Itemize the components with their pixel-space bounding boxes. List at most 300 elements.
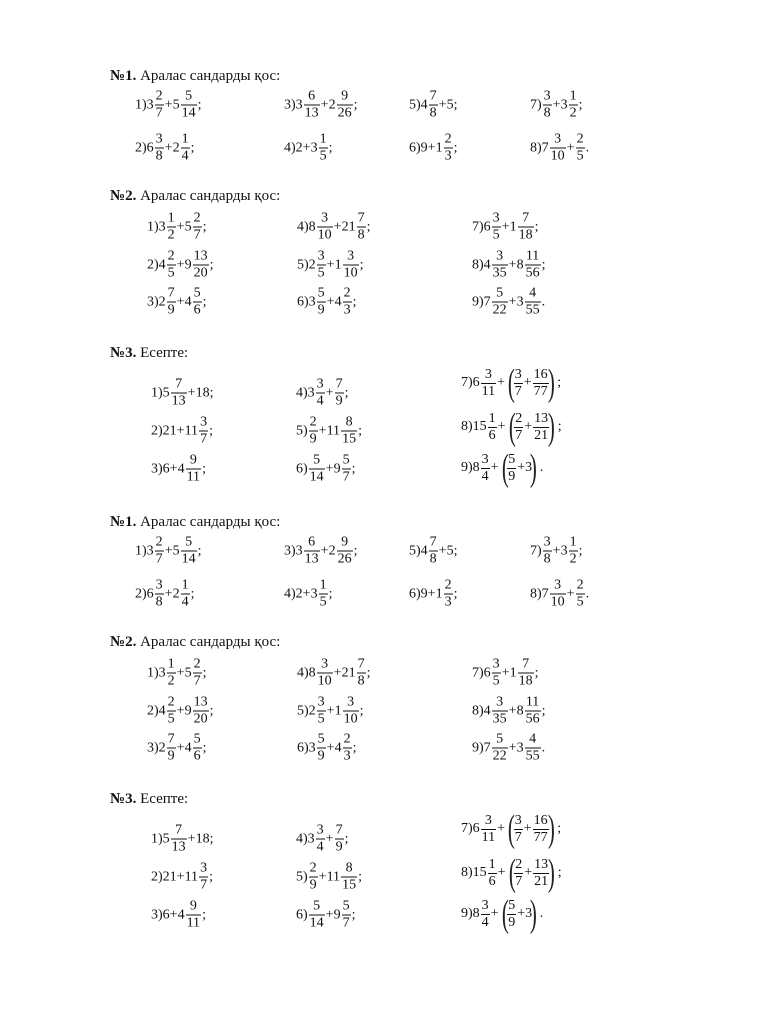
expression-text: + xyxy=(523,375,532,390)
fraction-denominator: 9 xyxy=(167,302,175,318)
fraction-numerator: 2 xyxy=(193,210,201,226)
fraction xyxy=(309,416,318,447)
problem-label: 6) xyxy=(296,461,308,476)
left-paren: ( xyxy=(501,893,509,935)
fraction-denominator: 3 xyxy=(343,302,351,318)
fraction xyxy=(155,133,164,164)
fraction-numerator: 4 xyxy=(529,285,537,301)
fraction-numerator: 5 xyxy=(342,452,350,468)
fraction-numerator: 3 xyxy=(514,812,522,828)
exercise-instruction: Аралас сандарды қос: xyxy=(136,188,281,204)
fraction-denominator: 13 xyxy=(171,393,186,409)
fraction-numerator: 13 xyxy=(534,410,549,426)
fraction-denominator: 13 xyxy=(304,105,319,121)
fraction xyxy=(533,858,549,889)
problem-label: 5) xyxy=(297,703,309,718)
fraction-numerator: 1 xyxy=(167,210,175,226)
problem-label: 8) xyxy=(530,586,542,601)
expression-text: ; xyxy=(209,703,214,718)
fraction-numerator: 2 xyxy=(343,285,351,301)
fraction-numerator: 2 xyxy=(444,131,452,147)
fraction-numerator: 7 xyxy=(429,534,437,550)
fraction-denominator: 22 xyxy=(492,302,507,318)
fraction xyxy=(492,733,508,764)
fraction-numerator: 3 xyxy=(543,534,551,550)
fraction xyxy=(492,696,508,727)
fraction-numerator: 2 xyxy=(155,534,163,550)
expression-text: + xyxy=(325,385,334,400)
whole-number: 3 xyxy=(308,294,316,309)
fraction-numerator: 2 xyxy=(309,414,317,430)
whole-number: 5 xyxy=(162,831,170,846)
fraction-numerator: 5 xyxy=(342,898,350,914)
whole-number: 2 xyxy=(158,294,166,309)
fraction-denominator: 55 xyxy=(525,302,540,318)
expression-text: +4 xyxy=(176,294,192,309)
fraction-denominator: 11 xyxy=(481,383,496,399)
fraction-numerator: 9 xyxy=(189,898,197,914)
math-problem xyxy=(284,90,357,121)
fraction-denominator: 15 xyxy=(342,431,357,447)
fraction-denominator: 3 xyxy=(343,748,351,764)
fraction-numerator: 1 xyxy=(319,131,327,147)
problem-label: 5) xyxy=(296,423,308,438)
expression-text: ; xyxy=(353,543,358,558)
left-paren: ( xyxy=(508,406,516,448)
fraction-numerator: 4 xyxy=(529,731,537,747)
math-problem xyxy=(409,579,457,610)
math-problem xyxy=(147,212,206,243)
fraction xyxy=(335,824,344,855)
fraction-denominator: 4 xyxy=(181,594,189,610)
problem-label: 6) xyxy=(297,294,309,309)
fraction xyxy=(429,536,438,567)
problem-label: 5) xyxy=(409,543,421,558)
exercise-number: №1. xyxy=(110,68,137,84)
fraction-denominator: 26 xyxy=(337,551,352,567)
expression-text: . xyxy=(585,140,590,155)
whole-number: 4 xyxy=(483,703,491,718)
fraction xyxy=(343,250,359,281)
fraction xyxy=(444,579,453,610)
expression-text: +1 xyxy=(326,257,342,272)
expression-text: 21+11 xyxy=(162,869,199,884)
whole-number: 2 xyxy=(308,257,316,272)
fraction xyxy=(167,658,176,689)
expression-text: ; xyxy=(190,586,195,601)
math-problem xyxy=(461,449,543,487)
fraction-numerator: 2 xyxy=(576,577,584,593)
expression-text: +3 xyxy=(508,294,524,309)
expression-text: ; xyxy=(202,294,207,309)
fraction-numerator: 3 xyxy=(514,366,522,382)
fraction-numerator: 5 xyxy=(496,731,504,747)
fraction-denominator: 7 xyxy=(155,551,163,567)
exercise-heading xyxy=(110,345,188,362)
expression-text: ; xyxy=(534,665,539,680)
whole-number: 2 xyxy=(158,740,166,755)
fraction-denominator: 4 xyxy=(316,839,324,855)
expression-text: +9 xyxy=(325,907,341,922)
fraction-numerator: 7 xyxy=(522,656,530,672)
fraction xyxy=(488,412,497,443)
fraction xyxy=(181,90,197,121)
fraction-numerator: 5 xyxy=(508,451,516,467)
whole-number: 6 xyxy=(146,586,154,601)
math-problem xyxy=(461,854,562,892)
fraction-numerator: 2 xyxy=(193,656,201,672)
fraction-numerator: 3 xyxy=(484,366,492,382)
fraction-denominator: 11 xyxy=(186,469,201,485)
fraction xyxy=(533,368,549,399)
math-problem xyxy=(297,733,356,764)
fraction-denominator: 7 xyxy=(193,673,201,689)
expression-text: . xyxy=(541,294,546,309)
expression-text: 9+1 xyxy=(420,586,443,601)
fraction-numerator: 1 xyxy=(488,856,496,872)
math-problem xyxy=(409,90,457,121)
fraction-numerator: 3 xyxy=(316,822,324,838)
problem-label: 3) xyxy=(284,97,296,112)
whole-number: 6 xyxy=(472,375,480,390)
right-paren: ) xyxy=(529,447,537,489)
expression-text: +1 xyxy=(501,219,517,234)
math-problem xyxy=(151,378,213,409)
exercise-instruction: Аралас сандарды қос: xyxy=(136,514,281,530)
fraction-denominator: 8 xyxy=(543,551,551,567)
fraction-denominator: 9 xyxy=(508,914,516,930)
fraction xyxy=(319,579,328,610)
fraction xyxy=(569,536,578,567)
fraction-denominator: 2 xyxy=(167,673,175,689)
expression-text: ; xyxy=(202,665,207,680)
whole-number: 6 xyxy=(483,219,491,234)
whole-number: 3 xyxy=(158,219,166,234)
math-problem xyxy=(530,579,589,610)
math-problem xyxy=(284,133,332,164)
problem-label: 7) xyxy=(461,821,473,836)
fraction xyxy=(309,862,318,893)
math-problem xyxy=(284,579,332,610)
fraction-numerator: 1 xyxy=(181,577,189,593)
problem-label: 6) xyxy=(297,740,309,755)
fraction-denominator: 10 xyxy=(550,594,565,610)
fraction-denominator: 4 xyxy=(181,148,189,164)
whole-number: 4 xyxy=(483,257,491,272)
expression-text: + xyxy=(566,140,575,155)
math-problem xyxy=(296,862,362,893)
problem-label: 7) xyxy=(530,543,542,558)
math-problem xyxy=(461,895,543,933)
exercise-number: №2. xyxy=(110,634,137,650)
expression-text: ; xyxy=(366,665,371,680)
problem-label: 9) xyxy=(461,906,473,921)
fraction-denominator: 13 xyxy=(304,551,319,567)
math-problem xyxy=(151,416,213,447)
fraction-numerator: 2 xyxy=(576,131,584,147)
exercise-instruction: Аралас сандарды қос: xyxy=(136,68,281,84)
fraction-numerator: 1 xyxy=(569,88,577,104)
fraction xyxy=(492,658,501,689)
fraction-numerator: 7 xyxy=(429,88,437,104)
math-problem xyxy=(151,900,206,931)
problem-label: 3) xyxy=(151,907,163,922)
exercise-heading xyxy=(110,68,280,85)
fraction-numerator: 3 xyxy=(484,812,492,828)
expression-text: ; xyxy=(578,543,583,558)
fraction xyxy=(481,899,490,930)
parenthesized-group xyxy=(505,810,557,848)
fraction-numerator: 11 xyxy=(525,694,540,710)
expression-text: +18; xyxy=(187,385,214,400)
math-problem xyxy=(530,133,589,164)
left-paren: ( xyxy=(501,447,509,489)
expression-text: +11 xyxy=(318,423,341,438)
fraction-numerator: 2 xyxy=(167,248,175,264)
expression-text: ; xyxy=(328,140,333,155)
fraction xyxy=(444,133,453,164)
whole-number: 8 xyxy=(308,665,316,680)
left-paren: ( xyxy=(508,852,516,894)
math-problem xyxy=(472,733,545,764)
fraction-denominator: 13 xyxy=(171,839,186,855)
math-problem xyxy=(147,658,206,689)
expression-text: +3 xyxy=(508,740,524,755)
math-problem xyxy=(296,454,355,485)
fraction-denominator: 9 xyxy=(309,877,317,893)
fraction xyxy=(533,412,549,443)
expression-text: +2 xyxy=(164,140,180,155)
exercise-number: №3. xyxy=(110,345,137,361)
fraction xyxy=(481,453,490,484)
exercise-heading xyxy=(110,634,280,651)
fraction xyxy=(525,250,541,281)
fraction xyxy=(343,287,352,318)
expression-text: 21+11 xyxy=(162,423,199,438)
fraction-numerator: 8 xyxy=(345,414,353,430)
exercise-instruction: Аралас сандарды қос: xyxy=(136,634,281,650)
fraction-numerator: 3 xyxy=(543,88,551,104)
problem-label: 8) xyxy=(472,257,484,272)
math-problem xyxy=(147,250,213,281)
fraction-numerator: 7 xyxy=(335,822,343,838)
fraction-denominator: 7 xyxy=(514,383,522,399)
fraction xyxy=(155,579,164,610)
fraction-numerator: 16 xyxy=(533,366,548,382)
math-problem xyxy=(135,579,194,610)
expression-text: +3 xyxy=(517,460,533,475)
fraction-numerator: 5 xyxy=(185,534,193,550)
fraction-numerator: 7 xyxy=(175,822,183,838)
fraction-numerator: 3 xyxy=(317,694,325,710)
problem-label: 2) xyxy=(147,703,159,718)
whole-number: 2 xyxy=(308,703,316,718)
expression-text: + xyxy=(497,419,506,434)
fraction-numerator: 2 xyxy=(444,577,452,593)
fraction-numerator: 5 xyxy=(508,897,516,913)
expression-text: + xyxy=(325,831,334,846)
fraction-numerator: 3 xyxy=(347,694,355,710)
math-problem xyxy=(135,133,194,164)
fraction xyxy=(341,416,357,447)
math-problem xyxy=(472,250,545,281)
fraction-denominator: 18 xyxy=(518,673,533,689)
fraction-denominator: 11 xyxy=(186,915,201,931)
fraction-numerator: 1 xyxy=(167,656,175,672)
whole-number: 6 xyxy=(483,665,491,680)
fraction-numerator: 3 xyxy=(554,131,562,147)
fraction-denominator: 3 xyxy=(444,594,452,610)
fraction xyxy=(343,733,352,764)
fraction xyxy=(492,250,508,281)
fraction xyxy=(569,90,578,121)
fraction-denominator: 8 xyxy=(155,594,163,610)
fraction-numerator: 5 xyxy=(313,898,321,914)
fraction-denominator: 3 xyxy=(444,148,452,164)
fraction-denominator: 8 xyxy=(357,227,365,243)
fraction-numerator: 5 xyxy=(496,285,504,301)
fraction-denominator: 11 xyxy=(481,829,496,845)
math-problem xyxy=(409,536,457,567)
exercise-heading xyxy=(110,791,188,808)
fraction-numerator: 5 xyxy=(317,285,325,301)
fraction xyxy=(576,579,585,610)
fraction-denominator: 7 xyxy=(200,431,208,447)
whole-number: 5 xyxy=(162,385,170,400)
fraction xyxy=(316,378,325,409)
math-problem xyxy=(296,416,362,447)
fraction xyxy=(193,733,202,764)
fraction-numerator: 13 xyxy=(534,856,549,872)
fraction-numerator: 5 xyxy=(193,285,201,301)
fraction-denominator: 5 xyxy=(492,673,500,689)
expression-text: ; xyxy=(541,257,546,272)
expression-text: ; xyxy=(366,219,371,234)
fraction-numerator: 3 xyxy=(347,248,355,264)
fraction xyxy=(309,454,325,485)
fraction-denominator: 55 xyxy=(525,748,540,764)
fraction-denominator: 2 xyxy=(569,105,577,121)
fraction-numerator: 1 xyxy=(569,534,577,550)
problem-label: 7) xyxy=(461,375,473,390)
fraction xyxy=(488,858,497,889)
math-problem xyxy=(151,824,213,855)
problem-label: 9) xyxy=(472,294,484,309)
fraction-numerator: 3 xyxy=(492,656,500,672)
fraction xyxy=(304,90,320,121)
fraction-denominator: 4 xyxy=(481,914,489,930)
fraction xyxy=(342,454,351,485)
fraction-numerator: 3 xyxy=(496,248,504,264)
expression-text: +11 xyxy=(318,869,341,884)
expression-text: +18; xyxy=(187,831,214,846)
expression-text: ; xyxy=(541,703,546,718)
math-problem xyxy=(151,862,213,893)
math-problem xyxy=(461,810,561,848)
expression-text: ; xyxy=(578,97,583,112)
fraction-numerator: 7 xyxy=(167,731,175,747)
fraction xyxy=(492,287,508,318)
fraction xyxy=(550,579,566,610)
expression-text: ; xyxy=(359,257,364,272)
fraction xyxy=(181,536,197,567)
expression-text: . xyxy=(539,460,544,475)
math-problem xyxy=(297,250,363,281)
expression-text: + xyxy=(524,419,533,434)
problem-label: 9) xyxy=(461,460,473,475)
expression-text: +2 xyxy=(320,543,336,558)
expression-text: +8 xyxy=(508,703,524,718)
whole-number: 4 xyxy=(158,703,166,718)
fraction-denominator: 20 xyxy=(193,265,208,281)
fraction-denominator: 5 xyxy=(317,711,325,727)
fraction-denominator: 21 xyxy=(534,873,549,889)
fraction xyxy=(514,814,523,845)
expression-text: ; xyxy=(557,375,562,390)
expression-text: ; xyxy=(358,423,362,438)
fraction xyxy=(193,250,209,281)
fraction-denominator: 2 xyxy=(167,227,175,243)
fraction xyxy=(543,536,552,567)
whole-number: 3 xyxy=(146,543,154,558)
right-paren: ) xyxy=(547,406,555,448)
fraction-denominator: 9 xyxy=(167,748,175,764)
fraction xyxy=(525,696,541,727)
fraction xyxy=(167,287,176,318)
fraction-denominator: 10 xyxy=(343,711,358,727)
expression-text: 6+4 xyxy=(162,461,185,476)
math-problem xyxy=(472,212,538,243)
math-problem xyxy=(472,287,545,318)
fraction-numerator: 7 xyxy=(167,285,175,301)
problem-label: 8) xyxy=(530,140,542,155)
fraction-denominator: 5 xyxy=(576,594,584,610)
fraction-denominator: 9 xyxy=(508,468,516,484)
math-problem xyxy=(135,536,201,567)
fraction-denominator: 5 xyxy=(576,148,584,164)
expression-text: + xyxy=(497,375,506,390)
expression-text: +1 xyxy=(326,703,342,718)
fraction-numerator: 1 xyxy=(181,131,189,147)
exercise-instruction: Есепте: xyxy=(136,345,189,361)
fraction-numerator: 2 xyxy=(515,856,523,872)
whole-number: 3 xyxy=(295,97,303,112)
expression-text: ; xyxy=(202,461,206,476)
fraction xyxy=(317,287,326,318)
expression-text: + xyxy=(497,865,506,880)
fraction-denominator: 14 xyxy=(181,105,196,121)
fraction-numerator: 2 xyxy=(167,694,175,710)
expression-text: +9 xyxy=(176,257,192,272)
fraction-denominator: 14 xyxy=(309,915,324,931)
fraction-denominator: 9 xyxy=(335,393,343,409)
math-problem xyxy=(147,733,206,764)
whole-number: 7 xyxy=(541,586,549,601)
math-problem xyxy=(284,536,357,567)
fraction xyxy=(193,212,202,243)
whole-number: 8 xyxy=(472,460,480,475)
problem-label: 3) xyxy=(284,543,296,558)
math-problem xyxy=(530,536,582,567)
expression-text: +4 xyxy=(176,740,192,755)
problem-label: 1) xyxy=(135,97,147,112)
fraction xyxy=(429,90,438,121)
expression-text: ; xyxy=(190,140,195,155)
problem-label: 1) xyxy=(147,665,159,680)
fraction-denominator: 5 xyxy=(167,711,175,727)
fraction xyxy=(525,733,541,764)
fraction xyxy=(319,133,328,164)
